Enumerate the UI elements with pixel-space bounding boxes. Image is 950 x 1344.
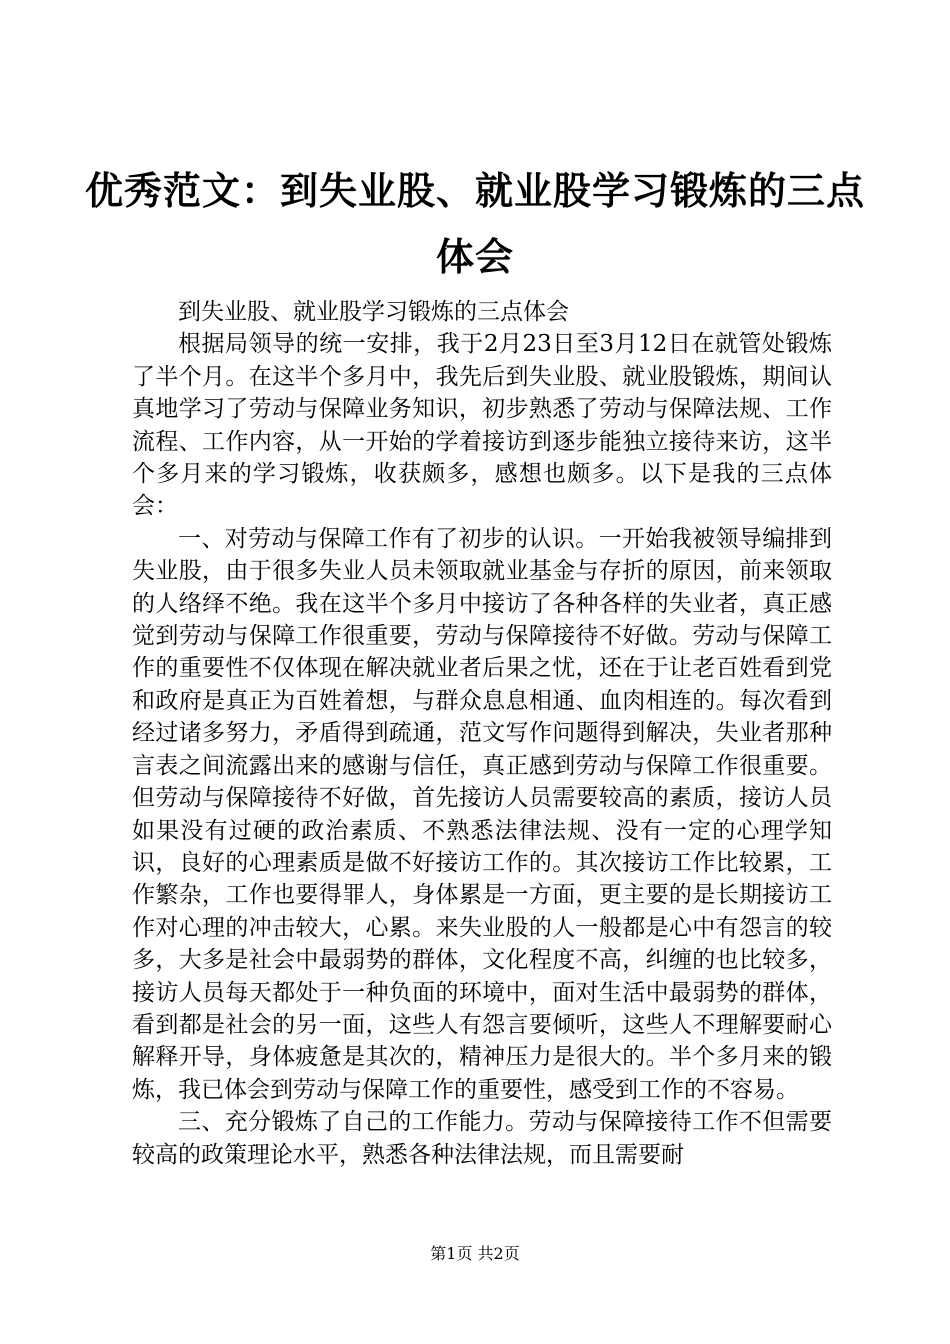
body-paragraph-intro: 根据局领导的统一安排，我于2月23日至3月12日在就管处锻炼了半个月。在这半个多月中，我先后到失业股、就业股锻炼，期间认真地学习了劳动与保障业务知识，初步熟悉了劳动与保障法规、工作流程、工作内容，从一开始的学着接访到逐步能独立接待来访，这半个多月来的学习锻炼，收获颇多，感想也颇多。以下是我的三点体会： <box>132 331 832 520</box>
document-body <box>132 296 832 1171</box>
body-paragraph-subtitle: 到失业股、就业股学习锻炼的三点体会 <box>178 299 569 325</box>
page-footer: 第1页 共2页 <box>430 1244 520 1263</box>
title-line-1: 优秀范文：到失业股、就业股学习锻炼的三点 <box>84 168 865 213</box>
title-line-2: 体会 <box>435 234 514 279</box>
document-title <box>0 158 950 290</box>
body-paragraph-point-three: 三、充分锻炼了自己的工作能力。劳动与保障接待工作不但需要较高的政策理论水平，熟悉各种法律法规，而且需要耐 <box>132 1109 832 1168</box>
body-paragraph-point-one: 一、对劳动与保障工作有了初步的认识。一开始我被领导编排到失业股，由于很多失业人员未领取就业基金与存折的原因，前来领取的人络绎不绝。我在这半个多月中接访了各种各样的失业者，真正感觉到劳动与保障工作很重要，劳动与保障接待不好做。劳动与保障工作的重要性不仅体现在解决就业者后果之忧，还在于让老百姓看到党和政府是真正为百姓着想，与群众息息相通、血肉相连的。每次看到经过诸多努力，矛盾得到疏通，范文写作问题得到解决，失业者那种言表之间流露出来的感谢与信任，真正感到劳动与保障工作很重要。但劳动与保障接待不好做，首先接访人员需要较高的素质，接访人员如果没有过硬的政治素质、不熟悉法律法规、没有一定的心理学知识，良好的心理素质是做不好接访工作的。其次接访工作比较累，工作繁杂，工作也要得罪人，身体累是一方面，更主要的是长期接访工作对心理的冲击较大，心累。来失业股的人一般都是心中有怨言的较多，大多是社会中最弱势的群体，文化程度不高，纠缠的也比较多，接访人员每天都处于一种负面的环境中，面对生活中最弱势的群体，看到都是社会的另一面，这些人有怨言要倾听，这些人不理解要耐心解释开导，身体疲惫是其次的，精神压力是很大的。半个多月来的锻炼，我已体会到劳动与保障工作的重要性，感受到工作的不容易。 <box>132 525 832 1103</box>
